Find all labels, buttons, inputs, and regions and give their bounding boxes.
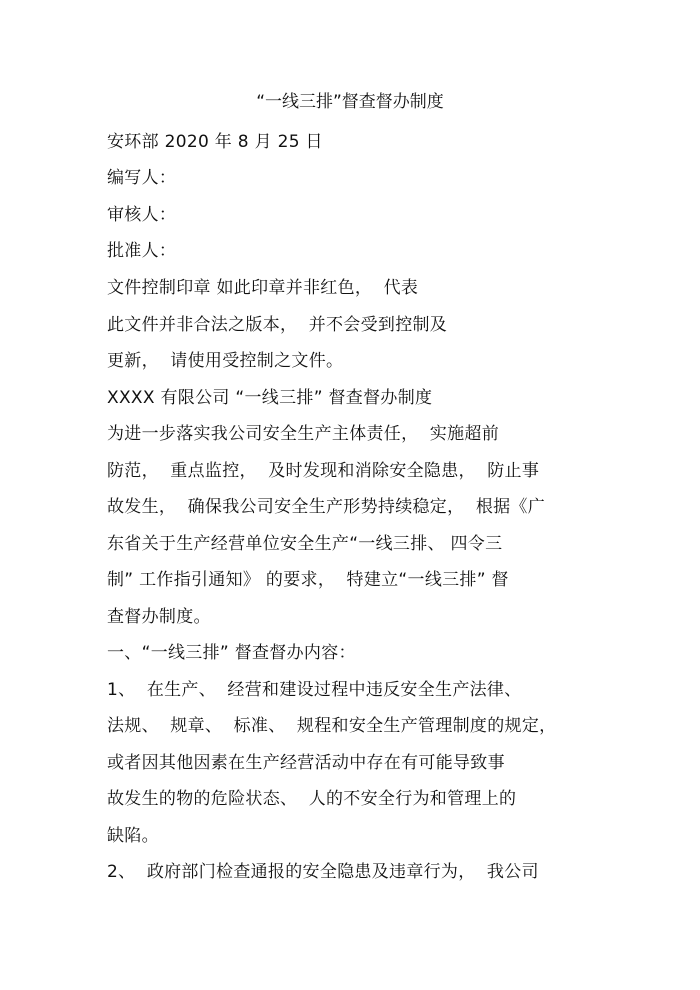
document-line: XXXX 有限公司 “一线三排” 督查督办制度 <box>107 388 433 408</box>
document-line: 为进一步落实我公司安全生产主体责任， 实施超前 <box>107 424 500 444</box>
document-line: 审核人： <box>107 205 177 225</box>
document-line: 法规、 规章、 标准、 规程和安全生产管理制度的规定， <box>107 716 557 736</box>
section-heading: 一、“一线三排” 督查督办内容： <box>107 643 356 663</box>
document-line: 查督办制度。 <box>107 607 211 627</box>
document-line: 故发生， 确保我公司安全生产形势持续稳定， 根据《广 <box>107 497 546 517</box>
document-line: 2、 政府部门检查通报的安全隐患及违章行为， 我公司 <box>107 862 539 882</box>
document-line: 文件控制印章 如此印章并非红色， 代表 <box>107 278 419 298</box>
document-line: 缺陷。 <box>107 826 159 846</box>
document-line: 或者因其他因素在生产经营活动中存在有可能导致事 <box>107 753 505 773</box>
document-line: 东省关于生产经营单位安全生产“一线三排、 四令三 <box>107 534 503 554</box>
document-line: 此文件并非合法之版本， 并不会受到控制及 <box>107 315 448 335</box>
document-line: 安环部 2020 年 8 月 25 日 <box>107 132 323 152</box>
document-line: 1、 在生产、 经营和建设过程中违反安全生产法律、 <box>107 680 522 700</box>
document-line: 更新， 请使用受控制之文件。 <box>107 351 344 371</box>
document-line: 故发生的物的危险状态、 人的不安全行为和管理上的 <box>107 789 517 809</box>
document-title: “一线三排”督查督办制度 <box>256 92 444 112</box>
document-line: 防范， 重点监控， 及时发现和消除安全隐患， 防止事 <box>107 461 540 481</box>
document-line: 批准人： <box>107 241 177 261</box>
document-line: 制” 工作指引通知》 的要求， 特建立“一线三排” 督 <box>107 570 509 590</box>
document-line: 编写人： <box>107 168 177 188</box>
